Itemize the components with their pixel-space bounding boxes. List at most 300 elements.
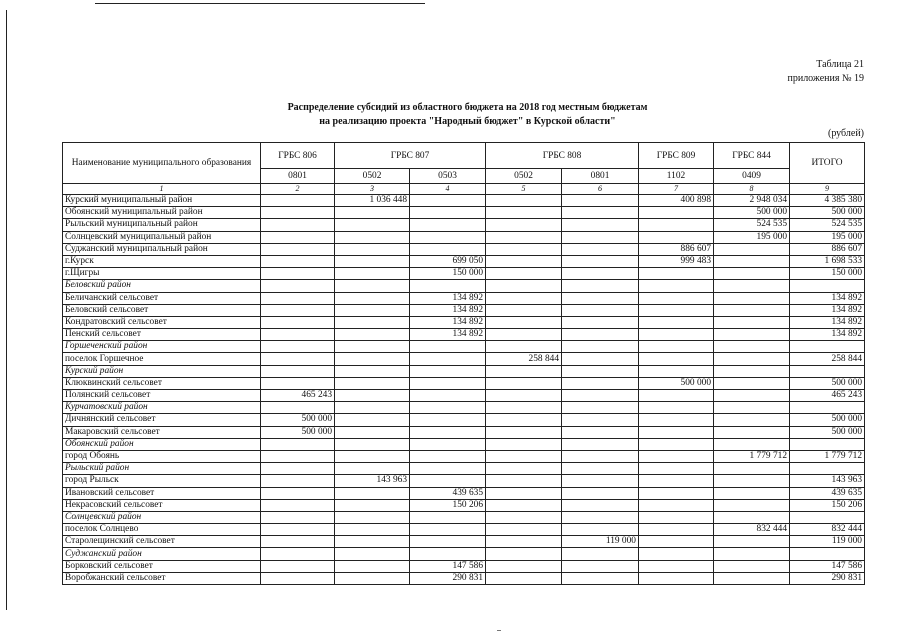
amount-cell — [261, 280, 335, 292]
amount-cell — [562, 572, 639, 584]
column-number: 5 — [486, 184, 562, 195]
amount-cell — [261, 353, 335, 365]
amount-cell: 134 892 — [410, 329, 486, 341]
municipality-name: Ивановский сельсовет — [63, 487, 261, 499]
amount-cell — [335, 438, 410, 450]
amount-cell — [562, 353, 639, 365]
municipality-name: Беличанский сельсовет — [63, 292, 261, 304]
amount-cell — [335, 511, 410, 523]
table-row — [63, 414, 865, 426]
municipality-name: Дичнянский сельсовет — [63, 414, 261, 426]
amount-cell — [410, 231, 486, 243]
amount-cell — [335, 268, 410, 280]
amount-cell — [261, 195, 335, 207]
table-row — [63, 207, 865, 219]
amount-cell — [562, 207, 639, 219]
amount-cell — [335, 487, 410, 499]
amount-cell — [562, 402, 639, 414]
amount-cell — [714, 268, 790, 280]
district-name: Суджанский район — [63, 548, 261, 560]
municipality-name: Пенский сельсовет — [63, 329, 261, 341]
table-row — [63, 450, 865, 462]
amount-cell — [714, 536, 790, 548]
amount-cell: 150 206 — [410, 499, 486, 511]
amount-cell — [261, 219, 335, 231]
municipality-name: город Рыльск — [63, 475, 261, 487]
amount-cell — [562, 475, 639, 487]
amount-cell — [261, 268, 335, 280]
amount-cell — [335, 390, 410, 402]
total-cell — [790, 280, 865, 292]
table-row — [63, 426, 865, 438]
amount-cell — [639, 463, 714, 475]
amount-cell — [714, 414, 790, 426]
amount-cell — [261, 524, 335, 536]
amount-cell — [562, 426, 639, 438]
total-cell — [790, 402, 865, 414]
amount-cell — [486, 499, 562, 511]
municipality-name: Борковский сельсовет — [63, 560, 261, 572]
scan-top-line — [95, 3, 425, 4]
amount-cell — [639, 353, 714, 365]
amount-cell: 258 844 — [486, 353, 562, 365]
amount-cell — [410, 450, 486, 462]
amount-cell — [410, 353, 486, 365]
amount-cell — [410, 341, 486, 353]
amount-cell — [714, 402, 790, 414]
amount-cell — [639, 450, 714, 462]
amount-cell — [714, 438, 790, 450]
amount-cell — [562, 219, 639, 231]
amount-cell — [714, 463, 790, 475]
amount-cell — [486, 390, 562, 402]
total-cell: 134 892 — [790, 329, 865, 341]
amount-cell — [562, 292, 639, 304]
total-cell: 150 206 — [790, 499, 865, 511]
amount-cell — [486, 304, 562, 316]
amount-cell — [261, 548, 335, 560]
total-cell: 500 000 — [790, 207, 865, 219]
amount-cell — [639, 475, 714, 487]
municipality-name: Клюквинский сельсовет — [63, 377, 261, 389]
amount-cell — [562, 255, 639, 267]
appendix-label: приложения № 19 — [787, 73, 864, 84]
amount-cell — [486, 255, 562, 267]
header-grbs-844: ГРБС 844 — [714, 143, 790, 169]
amount-cell — [639, 390, 714, 402]
amount-cell — [562, 499, 639, 511]
amount-cell: 400 898 — [639, 195, 714, 207]
amount-cell — [562, 524, 639, 536]
amount-cell — [639, 219, 714, 231]
municipality-name: поселок Горшечное — [63, 353, 261, 365]
amount-cell — [639, 402, 714, 414]
municipality-name: Рыльский муниципальный район — [63, 219, 261, 231]
amount-cell — [486, 487, 562, 499]
amount-cell — [714, 280, 790, 292]
amount-cell — [486, 243, 562, 255]
amount-cell — [410, 207, 486, 219]
amount-cell — [335, 426, 410, 438]
amount-cell — [714, 390, 790, 402]
municipality-name: Солнцевский муниципальный район — [63, 231, 261, 243]
amount-cell — [639, 560, 714, 572]
total-cell: 147 586 — [790, 560, 865, 572]
amount-cell — [562, 438, 639, 450]
amount-cell: 119 000 — [562, 536, 639, 548]
amount-cell — [335, 255, 410, 267]
amount-cell — [335, 341, 410, 353]
amount-cell — [714, 487, 790, 499]
amount-cell — [335, 536, 410, 548]
amount-cell — [714, 548, 790, 560]
amount-cell — [335, 377, 410, 389]
amount-cell — [261, 463, 335, 475]
amount-cell — [410, 475, 486, 487]
amount-cell — [335, 524, 410, 536]
total-cell: 134 892 — [790, 292, 865, 304]
amount-cell — [261, 487, 335, 499]
table-row — [63, 304, 865, 316]
total-cell — [790, 438, 865, 450]
amount-cell: 832 444 — [714, 524, 790, 536]
amount-cell: 1 036 448 — [335, 195, 410, 207]
amount-cell — [410, 426, 486, 438]
amount-cell — [261, 499, 335, 511]
header-code: 0502 — [486, 169, 562, 184]
municipality-name: Суджанский муниципальный район — [63, 243, 261, 255]
amount-cell — [261, 316, 335, 328]
amount-cell — [562, 243, 639, 255]
header-code: 0801 — [562, 169, 639, 184]
amount-cell — [335, 499, 410, 511]
amount-cell — [486, 207, 562, 219]
document-title — [0, 101, 905, 129]
amount-cell — [335, 402, 410, 414]
total-cell: 134 892 — [790, 304, 865, 316]
section-row — [63, 511, 865, 523]
amount-cell — [335, 365, 410, 377]
amount-cell — [714, 316, 790, 328]
amount-cell — [562, 365, 639, 377]
amount-cell: 439 635 — [410, 487, 486, 499]
total-cell: 465 243 — [790, 390, 865, 402]
amount-cell — [410, 548, 486, 560]
amount-cell: 465 243 — [261, 390, 335, 402]
amount-cell — [562, 487, 639, 499]
amount-cell — [261, 329, 335, 341]
header-grbs-808: ГРБС 808 — [486, 143, 639, 169]
amount-cell — [486, 536, 562, 548]
table-reference — [787, 58, 864, 86]
amount-cell — [639, 280, 714, 292]
district-name: Курский район — [63, 365, 261, 377]
amount-cell — [639, 438, 714, 450]
table-row — [63, 524, 865, 536]
amount-cell — [714, 353, 790, 365]
amount-cell — [639, 341, 714, 353]
amount-cell — [335, 463, 410, 475]
amount-cell — [639, 329, 714, 341]
total-cell: 886 607 — [790, 243, 865, 255]
amount-cell — [562, 341, 639, 353]
amount-cell — [261, 377, 335, 389]
amount-cell — [486, 377, 562, 389]
amount-cell — [562, 390, 639, 402]
municipality-name: город Обоянь — [63, 450, 261, 462]
amount-cell — [486, 572, 562, 584]
amount-cell — [410, 414, 486, 426]
amount-cell — [335, 414, 410, 426]
column-number: 6 — [562, 184, 639, 195]
amount-cell: 2 948 034 — [714, 195, 790, 207]
header-name: Наименование муниципального образования — [63, 143, 261, 184]
total-cell: 134 892 — [790, 316, 865, 328]
amount-cell — [486, 268, 562, 280]
amount-cell — [335, 548, 410, 560]
total-cell: 119 000 — [790, 536, 865, 548]
amount-cell: 1 779 712 — [714, 450, 790, 462]
amount-cell — [261, 438, 335, 450]
total-cell: 143 963 — [790, 475, 865, 487]
amount-cell — [261, 365, 335, 377]
header-code: 0801 — [261, 169, 335, 184]
amount-cell — [714, 377, 790, 389]
total-cell: 500 000 — [790, 414, 865, 426]
municipality-name: Полянский сельсовет — [63, 390, 261, 402]
total-cell: 524 535 — [790, 219, 865, 231]
amount-cell — [714, 329, 790, 341]
total-cell — [790, 463, 865, 475]
amount-cell — [562, 195, 639, 207]
amount-cell — [639, 207, 714, 219]
scan-artifact — [497, 630, 501, 631]
amount-cell — [335, 450, 410, 462]
amount-cell — [639, 231, 714, 243]
table-row — [63, 390, 865, 402]
amount-cell — [714, 572, 790, 584]
amount-cell: 500 000 — [261, 426, 335, 438]
amount-cell — [639, 572, 714, 584]
amount-cell — [261, 560, 335, 572]
column-number: 1 — [63, 184, 261, 195]
amount-cell — [639, 426, 714, 438]
section-row — [63, 548, 865, 560]
amount-cell — [261, 450, 335, 462]
amount-cell — [486, 524, 562, 536]
municipality-name: Беловский сельсовет — [63, 304, 261, 316]
total-cell: 195 000 — [790, 231, 865, 243]
amount-cell — [261, 292, 335, 304]
amount-cell — [639, 365, 714, 377]
header-grbs-806: ГРБС 806 — [261, 143, 335, 169]
amount-cell — [714, 499, 790, 511]
amount-cell — [639, 316, 714, 328]
amount-cell: 999 483 — [639, 255, 714, 267]
municipality-name: Макаровский сельсовет — [63, 426, 261, 438]
amount-cell — [410, 377, 486, 389]
amount-cell — [486, 292, 562, 304]
amount-cell — [486, 475, 562, 487]
total-cell: 4 385 380 — [790, 195, 865, 207]
amount-cell — [714, 560, 790, 572]
table-row — [63, 536, 865, 548]
amount-cell: 886 607 — [639, 243, 714, 255]
amount-cell — [261, 341, 335, 353]
municipality-name: Обоянский муниципальный район — [63, 207, 261, 219]
amount-cell — [261, 511, 335, 523]
total-cell: 258 844 — [790, 353, 865, 365]
amount-cell — [410, 536, 486, 548]
district-name: Курчатовский район — [63, 402, 261, 414]
amount-cell — [639, 548, 714, 560]
amount-cell — [639, 536, 714, 548]
amount-cell — [261, 536, 335, 548]
column-number: 3 — [335, 184, 410, 195]
municipality-name: Некрасовский сельсовет — [63, 499, 261, 511]
amount-cell — [639, 268, 714, 280]
amount-cell — [486, 316, 562, 328]
amount-cell: 143 963 — [335, 475, 410, 487]
amount-cell — [486, 560, 562, 572]
amount-cell — [486, 329, 562, 341]
amount-cell — [410, 280, 486, 292]
amount-cell — [486, 414, 562, 426]
municipality-name: г.Щигры — [63, 268, 261, 280]
column-number: 9 — [790, 184, 865, 195]
table-row — [63, 377, 865, 389]
table-row — [63, 572, 865, 584]
amount-cell: 699 050 — [410, 255, 486, 267]
amount-cell — [639, 414, 714, 426]
table-row — [63, 268, 865, 280]
amount-cell — [410, 365, 486, 377]
section-row — [63, 438, 865, 450]
amount-cell: 134 892 — [410, 304, 486, 316]
table-row — [63, 329, 865, 341]
amount-cell — [261, 572, 335, 584]
amount-cell — [639, 292, 714, 304]
amount-cell — [486, 426, 562, 438]
header-grbs-809: ГРБС 809 — [639, 143, 714, 169]
amount-cell — [410, 438, 486, 450]
total-cell — [790, 511, 865, 523]
total-cell: 1 779 712 — [790, 450, 865, 462]
table-row — [63, 475, 865, 487]
amount-cell — [486, 195, 562, 207]
amount-cell — [562, 548, 639, 560]
amount-cell — [261, 243, 335, 255]
amount-cell — [410, 195, 486, 207]
amount-cell: 195 000 — [714, 231, 790, 243]
amount-cell — [335, 316, 410, 328]
subsidy-table — [62, 142, 865, 585]
amount-cell — [486, 231, 562, 243]
amount-cell — [486, 450, 562, 462]
municipality-name: Старолещинский сельсовет — [63, 536, 261, 548]
amount-cell — [335, 292, 410, 304]
amount-cell — [335, 304, 410, 316]
table-row — [63, 353, 865, 365]
amount-cell — [335, 560, 410, 572]
total-cell: 150 000 — [790, 268, 865, 280]
header-code: 1102 — [639, 169, 714, 184]
amount-cell — [714, 304, 790, 316]
amount-cell — [335, 207, 410, 219]
amount-cell — [335, 353, 410, 365]
section-row — [63, 365, 865, 377]
amount-cell — [562, 463, 639, 475]
header-grbs-807: ГРБС 807 — [335, 143, 486, 169]
total-cell: 500 000 — [790, 426, 865, 438]
amount-cell — [410, 390, 486, 402]
amount-cell — [335, 572, 410, 584]
amount-cell — [410, 511, 486, 523]
amount-cell — [410, 463, 486, 475]
amount-cell — [486, 280, 562, 292]
total-cell — [790, 548, 865, 560]
district-name: Солнцевский район — [63, 511, 261, 523]
amount-cell — [261, 207, 335, 219]
amount-cell — [714, 292, 790, 304]
header-code: 0502 — [335, 169, 410, 184]
amount-cell: 134 892 — [410, 292, 486, 304]
amount-cell — [261, 231, 335, 243]
column-number: 4 — [410, 184, 486, 195]
municipality-name: поселок Солнцево — [63, 524, 261, 536]
district-name: Беловский район — [63, 280, 261, 292]
amount-cell — [562, 316, 639, 328]
header-code: 0409 — [714, 169, 790, 184]
total-cell — [790, 341, 865, 353]
amount-cell — [714, 255, 790, 267]
section-row — [63, 280, 865, 292]
amount-cell — [335, 243, 410, 255]
amount-cell — [410, 402, 486, 414]
amount-cell — [562, 280, 639, 292]
amount-cell — [486, 511, 562, 523]
amount-cell — [486, 219, 562, 231]
amount-cell — [261, 402, 335, 414]
amount-cell — [335, 280, 410, 292]
amount-cell: 150 000 — [410, 268, 486, 280]
section-row — [63, 402, 865, 414]
amount-cell — [562, 268, 639, 280]
table-row — [63, 487, 865, 499]
amount-cell — [639, 524, 714, 536]
district-name: Рыльский район — [63, 463, 261, 475]
column-number: 7 — [639, 184, 714, 195]
amount-cell: 524 535 — [714, 219, 790, 231]
amount-cell — [486, 365, 562, 377]
amount-cell — [486, 438, 562, 450]
amount-cell — [562, 450, 639, 462]
table-row — [63, 255, 865, 267]
amount-cell: 147 586 — [410, 560, 486, 572]
amount-cell — [410, 524, 486, 536]
total-cell — [790, 365, 865, 377]
scan-left-line — [6, 10, 7, 610]
header-total: ИТОГО — [790, 143, 865, 184]
amount-cell — [639, 499, 714, 511]
column-number: 2 — [261, 184, 335, 195]
amount-cell — [486, 548, 562, 560]
amount-cell — [714, 511, 790, 523]
amount-cell — [410, 243, 486, 255]
district-name: Горшеченский район — [63, 341, 261, 353]
title-line-1: Распределение субсидий из областного бюджета на 2018 год местным бюджетам — [287, 102, 648, 113]
municipality-name: г.Курск — [63, 255, 261, 267]
